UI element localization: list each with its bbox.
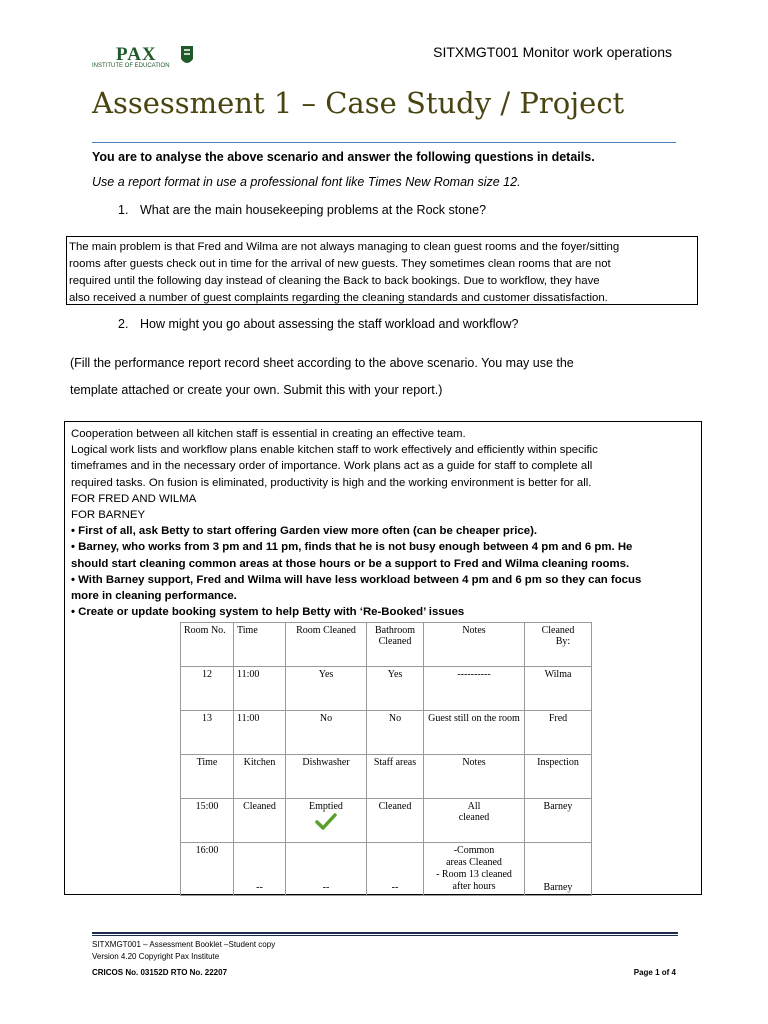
logo-badge-icon bbox=[180, 45, 194, 67]
cell-text: -Common bbox=[453, 845, 495, 856]
answer-1-box bbox=[66, 236, 698, 305]
answer-2-line: • Create or update booking system to help Betty with ‘Re-Booked’ issues bbox=[71, 606, 465, 619]
footer-cricos: CRICOS No. 03152D RTO No. 22207 bbox=[92, 968, 228, 977]
cell-text: Emptied bbox=[309, 801, 343, 812]
table-cell bbox=[424, 799, 525, 843]
table-cell: 15:00 bbox=[181, 799, 234, 843]
table-header-row bbox=[181, 623, 592, 667]
table-cell: 13 bbox=[181, 711, 234, 755]
cell-text: Bathroom bbox=[375, 625, 415, 636]
answer-2-line: • With Barney support, Fred and Wilma will have less workload between 4 pm and 6 pm so they can focus bbox=[71, 573, 642, 586]
table-cell: Time bbox=[234, 623, 286, 667]
instruction-line-2: Use a report format in use a professional font like Times New Roman size 12. bbox=[92, 175, 521, 189]
checkmark-icon bbox=[315, 813, 337, 831]
cell-text: By: bbox=[555, 636, 571, 647]
table-cell: Guest still on the room bbox=[424, 711, 525, 755]
table-cell: No bbox=[367, 711, 424, 755]
answer-2-line: timeframes and in the necessary order of importance. Work plans act as a guide for staff to complete all bbox=[71, 460, 593, 473]
answer-2-line: FOR FRED AND WILMA bbox=[71, 492, 197, 505]
table-row bbox=[181, 711, 592, 755]
table-cell: Staff areas bbox=[367, 755, 424, 799]
answer-2-line: more in cleaning performance. bbox=[71, 590, 237, 603]
table-cell: Inspection bbox=[525, 755, 592, 799]
table-cell: ---------- bbox=[424, 667, 525, 711]
cell-text: after hours bbox=[452, 881, 496, 892]
table-cell bbox=[525, 623, 592, 667]
table-cell bbox=[424, 843, 525, 896]
table-cell: Time bbox=[181, 755, 234, 799]
answer-2-line: • Barney, who works from 3 pm and 11 pm, finds that he is not busy enough between 4 pm and 6 pm. He bbox=[71, 541, 633, 554]
table-cell: Cleaned bbox=[234, 799, 286, 843]
table-cell: Barney bbox=[525, 843, 592, 896]
cell-text: Cleaned bbox=[541, 625, 575, 636]
table-cell: 11:00 bbox=[234, 711, 286, 755]
answer-1-line: also received a number of guest complaints regarding the cleaning standards and customer dissatisfaction. bbox=[69, 292, 608, 304]
cell-text: Cleaned bbox=[378, 636, 412, 647]
fill-note-line: (Fill the performance report record sheet according to the above scenario. You may use the bbox=[70, 356, 574, 370]
pax-logo bbox=[92, 44, 212, 72]
fill-note-line: template attached or create your own. Submit this with your report.) bbox=[70, 383, 443, 397]
table-cell: -- bbox=[367, 843, 424, 896]
table-cell: 11:00 bbox=[234, 667, 286, 711]
page-title: Assessment 1 – Case Study / Project bbox=[92, 86, 625, 120]
table-cell: Fred bbox=[525, 711, 592, 755]
table-cell: Barney bbox=[525, 799, 592, 843]
footer-divider bbox=[92, 935, 678, 936]
table-cell: Notes bbox=[424, 755, 525, 799]
answer-2-line: required tasks. On fusion is eliminated, productivity is high and the working environment is better for all. bbox=[71, 476, 592, 489]
answer-2-line: FOR BARNEY bbox=[71, 509, 146, 522]
answer-2-line: • First of all, ask Betty to start offering Garden view more often (can be cheaper price). bbox=[71, 525, 538, 538]
footer-booklet: SITXMGT001 – Assessment Booklet –Student copy bbox=[92, 940, 276, 949]
table-cell: -- bbox=[234, 843, 286, 896]
title-divider bbox=[92, 142, 676, 143]
performance-record-table bbox=[180, 622, 592, 896]
table-cell: 16:00 bbox=[181, 843, 234, 896]
table-cell: Yes bbox=[367, 667, 424, 711]
table-cell: Dishwasher bbox=[286, 755, 367, 799]
table-row bbox=[181, 843, 592, 896]
table-cell: No bbox=[286, 711, 367, 755]
answer-1-line: The main problem is that Fred and Wilma are not always managing to clean guest rooms and the foyer/sitting bbox=[69, 241, 620, 253]
table-cell: Kitchen bbox=[234, 755, 286, 799]
page-number: Page 1 of 4 bbox=[633, 968, 676, 977]
question-1-text: What are the main housekeeping problems at the Rock stone? bbox=[140, 203, 487, 217]
unit-code: SITXMGT001 Monitor work operations bbox=[433, 44, 672, 60]
instruction-line-1: You are to analyse the above scenario and answer the following questions in details. bbox=[92, 150, 595, 164]
table-header-row bbox=[181, 755, 592, 799]
table-row bbox=[181, 667, 592, 711]
question-1-number: 1. bbox=[118, 203, 129, 217]
footer-version: Version 4.20 Copyright Pax Institute bbox=[92, 952, 220, 961]
table-cell bbox=[286, 799, 367, 843]
cell-text: areas Cleaned bbox=[446, 857, 502, 868]
question-2-number: 2. bbox=[118, 317, 129, 331]
cell-text: - Room 13 cleaned bbox=[436, 869, 512, 880]
table-cell: 12 bbox=[181, 667, 234, 711]
question-2 bbox=[118, 317, 518, 331]
fill-note bbox=[70, 350, 680, 404]
table-row bbox=[181, 799, 592, 843]
table-cell: Wilma bbox=[525, 667, 592, 711]
table-cell: -- bbox=[286, 843, 367, 896]
answer-2-line: Cooperation between all kitchen staff is essential in creating an effective team. bbox=[71, 428, 466, 440]
logo-subtitle: INSTITUTE OF EDUCATION bbox=[92, 63, 170, 69]
answer-2-line: Logical work lists and workflow plans enable kitchen staff to work effectively and efficiently within specific bbox=[71, 444, 598, 457]
table-cell: Room No. bbox=[181, 623, 234, 667]
table-cell: Cleaned bbox=[367, 799, 424, 843]
table-cell: Notes bbox=[424, 623, 525, 667]
question-2-text: How might you go about assessing the staff workload and workflow? bbox=[140, 317, 519, 331]
logo-name: PAX bbox=[116, 44, 157, 65]
footer-divider bbox=[92, 932, 678, 934]
answer-2-line: should start cleaning common areas at those hours or be a support to Fred and Wilma cleaning rooms. bbox=[71, 557, 630, 570]
table-cell: Yes bbox=[286, 667, 367, 711]
answer-1-line: required until the following day instead of cleaning the Back to back bookings. Due to workflow, they have bbox=[69, 275, 600, 287]
cell-text: cleaned bbox=[458, 812, 490, 823]
table-cell bbox=[367, 623, 424, 667]
answer-1-line: rooms after guests check out in time for the arrival of new guests. They sometimes clean rooms that are not bbox=[69, 258, 611, 270]
question-1 bbox=[118, 203, 486, 217]
table-cell: Room Cleaned bbox=[286, 623, 367, 667]
cell-text: All bbox=[467, 801, 481, 812]
